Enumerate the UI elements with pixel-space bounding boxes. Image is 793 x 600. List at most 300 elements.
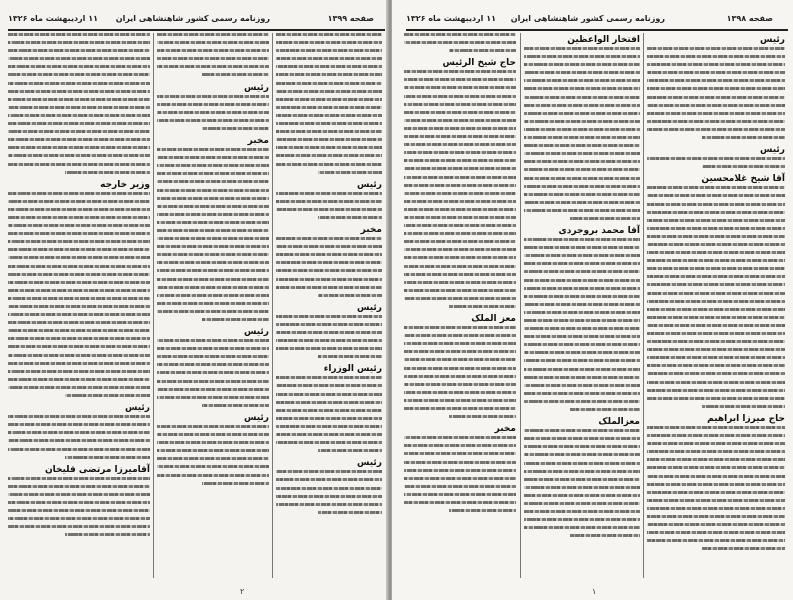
- text-line: [647, 450, 785, 453]
- text-line: [404, 127, 516, 130]
- text-line: [65, 456, 150, 459]
- text-line: [65, 171, 150, 174]
- text-line: [276, 82, 382, 85]
- text-line: [157, 388, 269, 391]
- footer-page-number: ۱: [592, 587, 597, 596]
- text-column: [524, 33, 640, 582]
- text-line: [404, 176, 516, 179]
- text-line: [524, 526, 640, 529]
- text-line: [404, 342, 516, 345]
- text-line: [404, 41, 516, 44]
- text-line: [157, 172, 269, 175]
- text-line: [647, 219, 785, 222]
- text-line: [404, 289, 516, 292]
- text-line: [276, 503, 382, 506]
- text-line: [647, 499, 785, 502]
- text-line: [647, 539, 785, 542]
- text-line: [157, 57, 269, 60]
- text-line: [647, 211, 785, 214]
- text-line: [65, 394, 150, 397]
- text-line: [318, 449, 382, 452]
- text-line: [647, 87, 785, 90]
- text-line: [8, 273, 150, 276]
- text-line: [276, 114, 382, 117]
- text-line: [276, 478, 382, 481]
- text-line: [157, 474, 269, 477]
- text-line: [404, 444, 516, 447]
- text-line: [647, 491, 785, 494]
- text-line: [157, 441, 269, 444]
- left-page: [0, 0, 388, 600]
- speaker-heading: رئیس: [244, 82, 269, 93]
- speaker-heading: مخبر: [247, 136, 269, 147]
- text-line: [276, 73, 382, 76]
- text-line: [157, 119, 269, 122]
- text-line: [404, 461, 516, 464]
- text-line: [524, 120, 640, 123]
- text-line: [647, 340, 785, 343]
- text-line: [702, 547, 785, 550]
- text-line: [276, 401, 382, 404]
- column-divider: [153, 33, 154, 578]
- text-line: [318, 511, 382, 514]
- text-line: [157, 245, 269, 248]
- text-line: [157, 457, 269, 460]
- text-line: [157, 302, 269, 305]
- text-line: [8, 345, 150, 348]
- text-line: [524, 478, 640, 481]
- text-line: [404, 375, 516, 378]
- text-line: [647, 227, 785, 230]
- speaker-heading: آقا شیخ غلامحسین: [701, 174, 785, 185]
- text-line: [404, 350, 516, 353]
- text-line: [318, 171, 382, 174]
- text-line: [404, 477, 516, 480]
- text-line: [524, 453, 640, 456]
- text-line: [318, 216, 382, 219]
- issue-date: ۱۱ اردیبهشت ماه ۱۳۲۶: [406, 14, 496, 23]
- text-line: [404, 281, 516, 284]
- text-line: [647, 397, 785, 400]
- text-line: [404, 86, 516, 89]
- text-line: [524, 502, 640, 505]
- text-line: [524, 79, 640, 82]
- text-line: [524, 351, 640, 354]
- text-line: [157, 465, 269, 468]
- text-line: [276, 417, 382, 420]
- speaker-heading: وزیر خارجه: [100, 179, 150, 190]
- text-line: [8, 297, 150, 300]
- text-line: [647, 515, 785, 518]
- text-line: [8, 378, 150, 381]
- text-line: [404, 111, 516, 114]
- text-line: [157, 363, 269, 366]
- text-line: [404, 273, 516, 276]
- text-line: [449, 415, 516, 418]
- text-line: [202, 482, 269, 485]
- text-line: [647, 507, 785, 510]
- text-line: [647, 203, 785, 206]
- text-line: [8, 232, 150, 235]
- text-line: [647, 316, 785, 319]
- text-line: [276, 106, 382, 109]
- text-line: [647, 104, 785, 107]
- text-line: [524, 384, 640, 387]
- text-line: [8, 57, 150, 60]
- footer-page-number: ۲: [240, 587, 245, 596]
- text-line: [8, 370, 150, 373]
- text-line: [570, 534, 640, 537]
- text-line: [404, 216, 516, 219]
- text-line: [404, 452, 516, 455]
- text-line: [702, 165, 785, 168]
- text-line: [8, 485, 150, 488]
- speaker-heading: آقا محمد بروجردی: [558, 226, 640, 237]
- text-line: [524, 96, 640, 99]
- text-line: [8, 208, 150, 211]
- text-line: [8, 146, 150, 149]
- text-line: [157, 213, 269, 216]
- text-line: [8, 386, 150, 389]
- text-line: [8, 329, 150, 332]
- text-line: [404, 143, 516, 146]
- text-line: [524, 87, 640, 90]
- text-line: [157, 380, 269, 383]
- text-line: [157, 371, 269, 374]
- text-line: [524, 47, 640, 50]
- speaker-heading: حاج شیخ الرئیس: [442, 58, 516, 69]
- text-line: [404, 184, 516, 187]
- text-line: [647, 243, 785, 246]
- text-line: [524, 55, 640, 58]
- text-line: [404, 326, 516, 329]
- text-line: [276, 433, 382, 436]
- text-line: [524, 303, 640, 306]
- text-line: [157, 205, 269, 208]
- text-line: [570, 217, 640, 220]
- column-divider: [520, 33, 521, 578]
- text-line: [404, 159, 516, 162]
- text-line: [276, 409, 382, 412]
- text-line: [404, 151, 516, 154]
- text-line: [157, 310, 269, 313]
- text-line: [524, 177, 640, 180]
- text-line: [647, 79, 785, 82]
- text-line: [647, 381, 785, 384]
- text-line: [276, 41, 382, 44]
- text-line: [318, 355, 382, 358]
- text-line: [404, 135, 516, 138]
- text-line: [404, 70, 516, 73]
- text-line: [8, 493, 150, 496]
- text-line: [524, 462, 640, 465]
- text-line: [404, 501, 516, 504]
- text-line: [8, 362, 150, 365]
- text-line: [157, 41, 269, 44]
- text-line: [647, 475, 785, 478]
- right-page-header: [392, 14, 793, 28]
- text-line: [276, 441, 382, 444]
- column-divider: [643, 33, 644, 578]
- text-line: [524, 112, 640, 115]
- text-line: [404, 334, 516, 337]
- issue-date: ۱۱ اردیبهشت ماه ۱۳۲۶: [8, 14, 98, 23]
- speaker-heading: رئیس: [125, 403, 150, 414]
- text-line: [524, 238, 640, 241]
- text-line: [524, 429, 640, 432]
- text-line: [8, 114, 150, 117]
- text-line: [647, 300, 785, 303]
- text-line: [524, 279, 640, 282]
- text-line: [276, 278, 382, 281]
- text-line: [157, 189, 269, 192]
- text-line: [8, 90, 150, 93]
- text-line: [404, 95, 516, 98]
- text-line: [524, 343, 640, 346]
- speaker-heading: معزالملک: [598, 417, 640, 428]
- page-number: صفحه ۱۳۹۹: [327, 14, 374, 23]
- header-rule: [8, 29, 385, 31]
- text-line: [276, 286, 382, 289]
- text-line: [404, 358, 516, 361]
- text-line: [276, 208, 382, 211]
- text-line: [647, 348, 785, 351]
- text-line: [157, 237, 269, 240]
- text-line: [276, 384, 382, 387]
- text-line: [8, 224, 150, 227]
- speaker-heading: رئیس: [357, 179, 382, 190]
- text-line: [647, 292, 785, 295]
- text-line: [276, 261, 382, 264]
- text-line: [8, 106, 150, 109]
- speaker-heading: مخبر: [494, 424, 516, 435]
- text-line: [647, 426, 785, 429]
- text-line: [157, 355, 269, 358]
- text-line: [157, 396, 269, 399]
- text-line: [404, 192, 516, 195]
- text-line: [157, 49, 269, 52]
- text-line: [647, 186, 785, 189]
- text-line: [157, 103, 269, 106]
- text-line: [524, 262, 640, 265]
- text-line: [404, 240, 516, 243]
- text-line: [404, 103, 516, 106]
- text-line: [8, 33, 150, 36]
- text-line: [647, 483, 785, 486]
- text-line: [276, 200, 382, 203]
- text-line: [8, 256, 150, 259]
- text-line: [524, 246, 640, 249]
- text-line: [647, 275, 785, 278]
- text-line: [8, 41, 150, 44]
- text-line: [276, 376, 382, 379]
- text-line: [276, 323, 382, 326]
- text-column: [647, 33, 785, 582]
- text-line: [524, 437, 640, 440]
- text-line: [524, 185, 640, 188]
- text-line: [647, 194, 785, 197]
- text-line: [8, 122, 150, 125]
- text-line: [8, 289, 150, 292]
- text-line: [8, 192, 150, 195]
- text-line: [647, 458, 785, 461]
- text-line: [647, 71, 785, 74]
- text-line: [8, 82, 150, 85]
- text-line: [702, 405, 785, 408]
- text-line: [276, 425, 382, 428]
- text-line: [8, 73, 150, 76]
- text-line: [157, 433, 269, 436]
- text-line: [647, 96, 785, 99]
- text-line: [8, 313, 150, 316]
- text-line: [276, 163, 382, 166]
- text-line: [157, 111, 269, 114]
- text-line: [524, 400, 640, 403]
- text-line: [8, 439, 150, 442]
- text-line: [276, 122, 382, 125]
- text-line: [276, 154, 382, 157]
- text-line: [647, 364, 785, 367]
- text-line: [524, 144, 640, 147]
- text-line: [524, 136, 640, 139]
- header-rule: [406, 29, 788, 31]
- text-line: [524, 510, 640, 513]
- text-column: [276, 33, 382, 582]
- speaker-heading: رئیس: [357, 302, 382, 313]
- text-line: [8, 509, 150, 512]
- text-line: [8, 281, 150, 284]
- text-line: [157, 221, 269, 224]
- text-line: [276, 65, 382, 68]
- text-line: [524, 445, 640, 448]
- text-line: [157, 65, 269, 68]
- text-line: [157, 449, 269, 452]
- text-line: [276, 237, 382, 240]
- text-line: [524, 209, 640, 212]
- text-line: [404, 391, 516, 394]
- text-line: [647, 523, 785, 526]
- text-line: [65, 533, 150, 536]
- text-line: [157, 95, 269, 98]
- text-line: [449, 305, 516, 308]
- text-line: [647, 120, 785, 123]
- text-line: [404, 383, 516, 386]
- text-line: [8, 477, 150, 480]
- text-line: [647, 128, 785, 131]
- text-line: [702, 136, 785, 139]
- text-line: [524, 368, 640, 371]
- text-line: [276, 347, 382, 350]
- speaker-heading: مخبر: [360, 225, 382, 236]
- text-line: [647, 356, 785, 359]
- text-line: [157, 180, 269, 183]
- speaker-heading: رئیس: [244, 327, 269, 338]
- text-line: [157, 339, 269, 342]
- text-line: [157, 33, 269, 36]
- text-line: [524, 270, 640, 273]
- text-column: [404, 33, 516, 582]
- text-line: [8, 415, 150, 418]
- text-line: [647, 157, 785, 160]
- text-line: [8, 65, 150, 68]
- text-line: [647, 112, 785, 115]
- text-line: [8, 501, 150, 504]
- speaker-heading: رئیس الوزراء: [323, 364, 382, 375]
- text-line: [202, 127, 269, 130]
- text-line: [524, 71, 640, 74]
- text-line: [647, 324, 785, 327]
- text-line: [8, 138, 150, 141]
- text-line: [524, 518, 640, 521]
- text-line: [524, 486, 640, 489]
- text-line: [202, 404, 269, 407]
- text-line: [276, 470, 382, 473]
- text-line: [318, 294, 382, 297]
- text-line: [276, 98, 382, 101]
- speaker-heading: رئیس: [760, 145, 785, 156]
- text-line: [276, 57, 382, 60]
- text-line: [647, 63, 785, 66]
- text-line: [647, 308, 785, 311]
- text-line: [524, 152, 640, 155]
- text-line: [157, 278, 269, 281]
- text-line: [8, 448, 150, 451]
- text-line: [647, 372, 785, 375]
- newspaper-title: روزنامه رسمی کشور شاهنشاهی ایران: [115, 14, 270, 23]
- text-line: [276, 90, 382, 93]
- text-line: [8, 525, 150, 528]
- text-line: [8, 431, 150, 434]
- text-line: [276, 495, 382, 498]
- text-line: [647, 389, 785, 392]
- text-line: [647, 283, 785, 286]
- text-line: [276, 331, 382, 334]
- text-line: [449, 509, 516, 512]
- text-line: [647, 332, 785, 335]
- text-line: [524, 193, 640, 196]
- text-line: [8, 337, 150, 340]
- text-line: [524, 319, 640, 322]
- text-line: [276, 192, 382, 195]
- text-line: [524, 311, 640, 314]
- text-line: [647, 466, 785, 469]
- text-line: [404, 119, 516, 122]
- text-line: [524, 335, 640, 338]
- text-line: [8, 248, 150, 251]
- text-line: [157, 148, 269, 151]
- text-line: [276, 393, 382, 396]
- speaker-heading: رئیس: [244, 412, 269, 423]
- text-line: [8, 305, 150, 308]
- speaker-heading: رئیس: [357, 458, 382, 469]
- text-line: [157, 197, 269, 200]
- text-line: [157, 286, 269, 289]
- speaker-heading: رئیس: [760, 35, 785, 45]
- text-line: [647, 55, 785, 58]
- text-line: [157, 253, 269, 256]
- text-line: [524, 287, 640, 290]
- text-line: [157, 294, 269, 297]
- text-line: [449, 49, 516, 52]
- text-line: [524, 359, 640, 362]
- text-line: [8, 200, 150, 203]
- text-line: [276, 487, 382, 490]
- text-line: [524, 376, 640, 379]
- text-line: [404, 485, 516, 488]
- text-line: [404, 367, 516, 370]
- text-line: [276, 269, 382, 272]
- text-line: [404, 78, 516, 81]
